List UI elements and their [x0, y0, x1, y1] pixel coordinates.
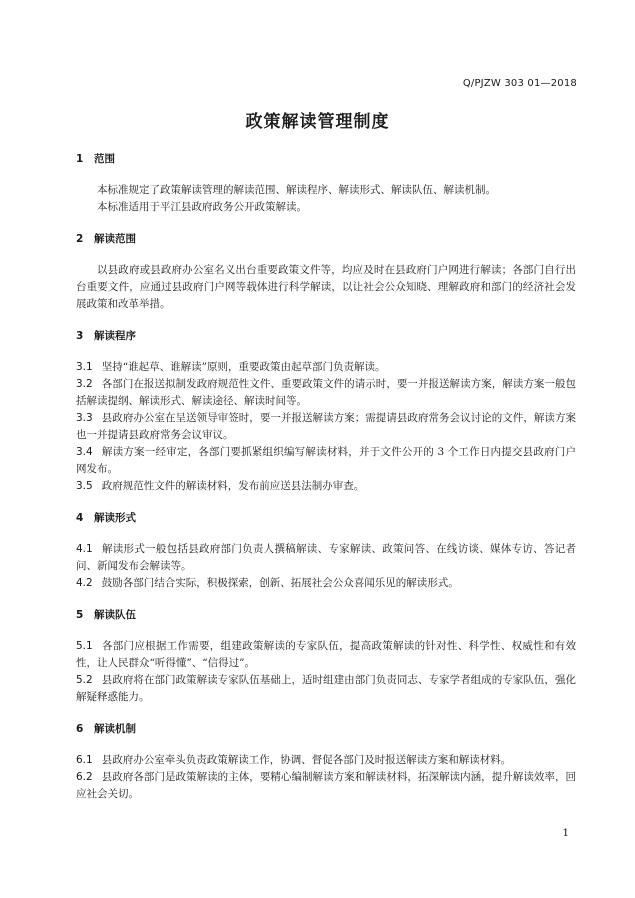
section-heading: 3 解读程序 [76, 330, 136, 342]
section-forms [76, 510, 576, 592]
clause-item: 3.5 政府规范性文件的解读材料，发布前应送县法制办审查。 [76, 480, 365, 492]
paragraph: 本标准规定了政策解读管理的解读范围、解读程序、解读形式、解读队伍、解读机制。 [97, 184, 496, 196]
document-body [76, 151, 576, 803]
section-heading: 5 解读队伍 [76, 609, 136, 621]
clause-item: 6.1 县政府办公室牵头负责政策解读工作，协调、督促各部门及时报送解读方案和解读材料。 [76, 754, 512, 766]
clause-item: 3.2 各部门在报送拟制发政府规范性文件、重要政策文件的请示时，要一并报送解读方案，解读方案一般包括解读提纲、解读形式、解读途径、解读时间等。 [76, 378, 576, 407]
section-procedure [76, 328, 576, 495]
clause-item: 3.3 县政府办公室在呈送领导审签时，要一并报送解读方案；需提请县政府常务会议讨论的文件，解读方案也一并提请县政府常务会议审议。 [76, 412, 576, 441]
document-title: 政策解读管理制度 [245, 112, 390, 132]
clause-item: 4.1 解读形式一般包括县政府部门负责人撰稿解读、专家解读、政策问答、在线访谈、媒体专访、答记者问、新闻发布会解读等。 [76, 543, 576, 572]
section-heading: 1 范围 [76, 153, 115, 165]
clause-item: 3.4 解读方案一经审定，各部门要抓紧组织编写解读材料，并于文件公开的 3 个工作日内提交县政府门户网发布。 [76, 446, 576, 475]
clause-item: 5.2 县政府将在部门政策解读专家队伍基础上，适时组建由部门负责同志、专家学者组成的专家队伍，强化解疑释惑能力。 [76, 674, 576, 703]
section-scope [76, 151, 576, 216]
clause-item: 4.2 鼓励各部门结合实际，积极探索，创新、拓展社会公众喜闻乐见的解读形式。 [76, 577, 459, 589]
section-mechanism [76, 721, 576, 803]
clause-item: 6.2 县政府各部门是政策解读的主体，要精心编制解读方案和解读材料，拓深解读内涵，提升解读效率，回应社会关切。 [76, 771, 576, 800]
section-team [76, 607, 576, 706]
paragraph: 本标准适用于平江县政府政务公开政策解读。 [97, 201, 307, 213]
section-heading: 2 解读范围 [76, 233, 136, 245]
section-heading: 4 解读形式 [76, 512, 136, 524]
clause-item: 3.1 坚持“谁起草、谁解读”原则，重要政策由起草部门负责解读。 [76, 361, 386, 373]
page-number: 1 [562, 827, 569, 839]
clause-item: 5.1 各部门应根据工作需要，组建政策解读的专家队伍，提高政策解读的针对性、科学性、权威性和有效性，让人民群众“听得懂”、“信得过”。 [76, 640, 576, 669]
section-interpretation-scope [76, 231, 576, 313]
document-code: Q/PJZW 303 01—2018 [462, 78, 577, 89]
paragraph: 以县政府或县政府办公室名义出台重要政策文件等，均应及时在县政府门户网进行解读；各部门自行出台重要文件，应通过县政府门户网等载体进行科学解读，以让社会公众知晓、理解政府和部门的经济社会发展政策和改革举措。 [76, 264, 576, 310]
section-heading: 6 解读机制 [76, 723, 136, 735]
